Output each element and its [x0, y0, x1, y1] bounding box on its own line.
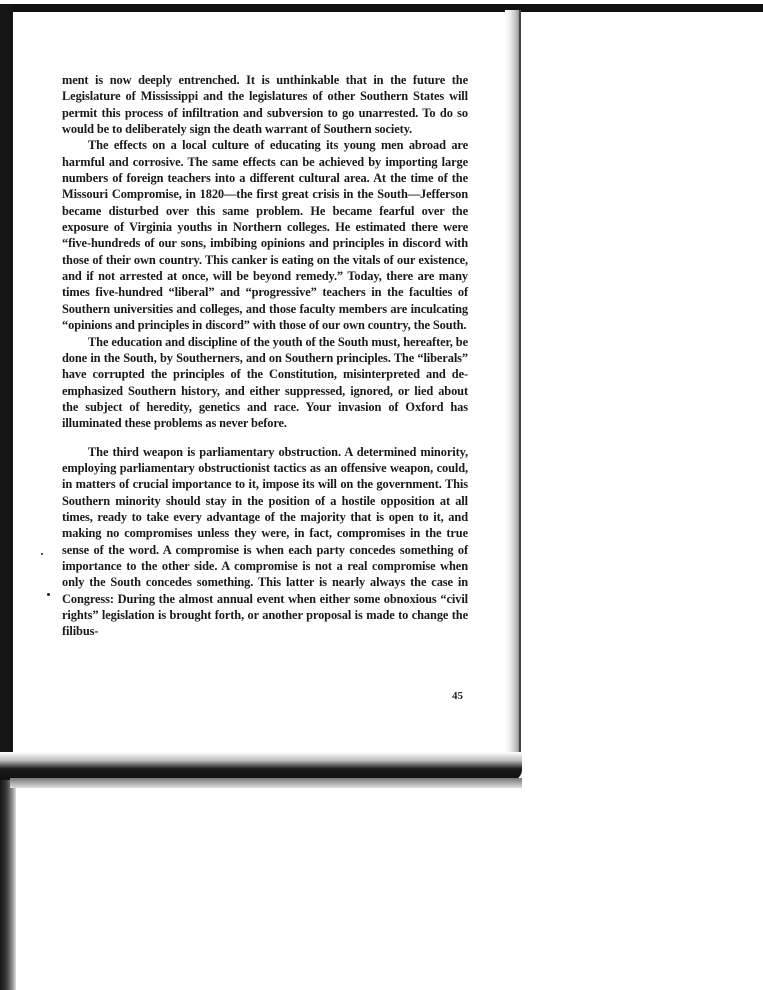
body-text: [62, 72, 468, 640]
paragraph: The effects on a local culture of educating its young men abroad are harmful and corrosive. The same effects can be achieved by importing large numbers of foreign teachers into a different cultural area. At the time of the Missouri Compromise, in 1820—the first great crisis in the South—Jefferson became disturbed over this same problem. He became fearful over the exposure of Virginia youths in Northern colleges. He estimated there were “five-hundreds of our sons, imbibing opinions and principles in discord with those of their own country. This canker is eating on the vitals of our existence, and if not arrested at once, will be beyond remedy.” Today, there are many times five-hundred “liberal” and “progressive” teachers in the faculties of Southern universities and colleges, and those faculty members are inculcating “opinions and principles in discord” with those of our own country, the South.: [62, 138, 468, 333]
paragraph: The education and discipline of the youth of the South must, hereafter, be done in the South, by Southerners, and on Southern principles. The “liberals” have corrupted the principles of the Constitution, misinterpreted and de-emphasized Southern history, and either suppressed, ignored, or lied about the subject of heredity, genetics and race. Your invasion of Oxford has illuminated these problems as never before.: [62, 334, 468, 431]
lower-blank-area: [16, 788, 763, 990]
paragraph: ment is now deeply entrenched. It is unthinkable that in the future the Legislature of Mississippi and the legislatures of other Southern States will permit this process of infiltration and subversion to go unarrested. To do so would be to deliberately sign the death warrant of Southern society.: [62, 73, 468, 137]
page-spine-edge: [519, 10, 521, 762]
paragraph: The third weapon is parliamentary obstruction. A determined minority, employing parliamentary obstructionist tactics as an offensive weapon, could, in matters of crucial importance to it, impose its will on the government. This Southern minority should stay in the position of a hostile opposition at all times, ready to take every advantage of the majority that is open to it, and making no compromises unless they were, in fact, compromises in the true sense of the word. A compromise is when each party concedes something of importance to the other side. A compromise is not a real compromise when only the South concedes something. This latter is nearly always the case in Congress: During the almost annual event when either some obnoxious “civil rights” legislation is brought forth, or another proposal is made to change the filibus-: [62, 444, 468, 639]
scan-speck: [41, 553, 43, 555]
scan-border-left: [0, 4, 13, 764]
page-bottom-shadow: [0, 752, 522, 780]
scan-border-left-lower: [0, 764, 16, 990]
page-bottom-fade: [10, 778, 522, 788]
scan-speck: [47, 593, 50, 596]
page-number: 45: [452, 690, 463, 702]
scan-border-top: [0, 4, 763, 12]
